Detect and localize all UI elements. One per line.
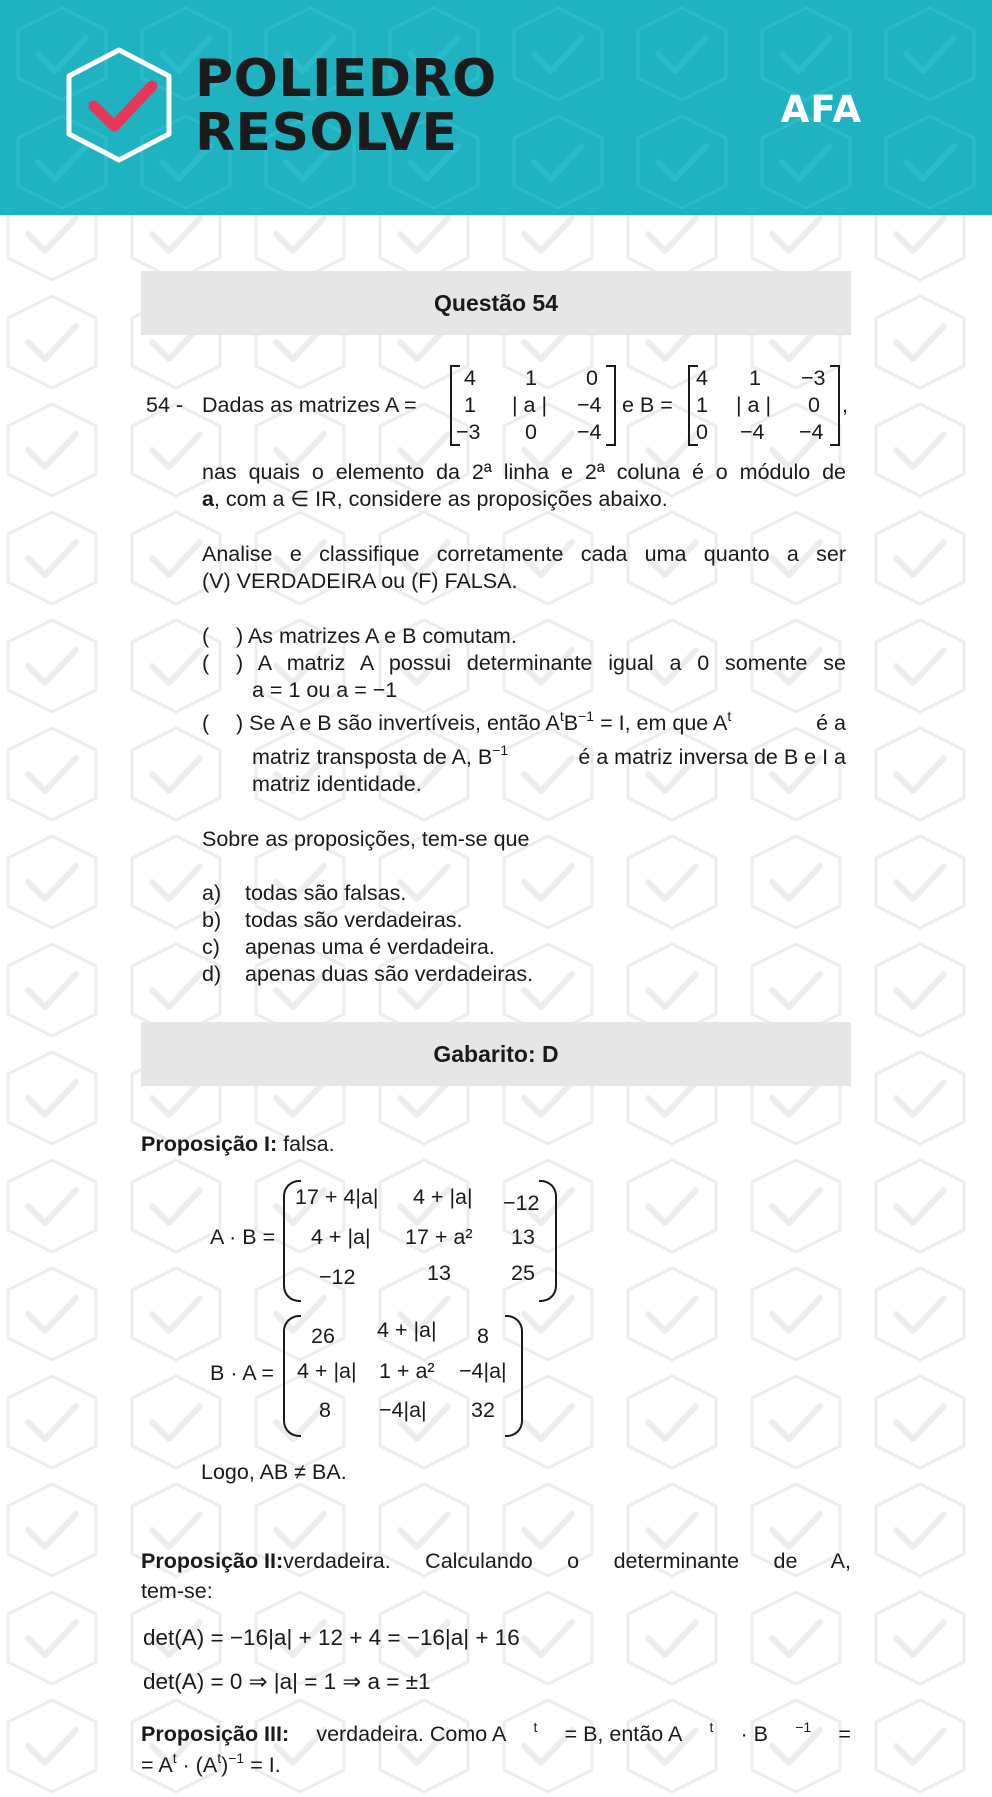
proposition-2-line-2: a = 1 ou a = −1	[252, 678, 398, 702]
matrix-ba-cell: 8	[319, 1398, 331, 1422]
matrix-b-cell: 0	[696, 420, 708, 444]
option-letter: a)	[202, 881, 222, 905]
proposition-3-line-2	[252, 744, 846, 771]
option-letter: b)	[202, 908, 222, 932]
analyze-line-1: Analise e classifique corretamente cada uma quanto a ser	[202, 542, 846, 566]
proposition-3-line-1	[236, 710, 846, 737]
matrix-b-cell: 4	[696, 366, 708, 390]
matrix-a-cell: −4	[577, 420, 602, 444]
matrix-b-cell: −4	[799, 420, 824, 444]
matrix-ba-cell: 1 + a²	[379, 1359, 435, 1383]
matrix-a-cell: | a |	[512, 393, 548, 417]
matrix-b-cell: 1	[749, 366, 761, 390]
option-text: todas são verdadeiras.	[245, 908, 463, 932]
answer-title: Gabarito: D	[141, 1022, 851, 1086]
matrix-ab-cell: 25	[511, 1261, 535, 1285]
matrix-a-cell: 1	[525, 366, 537, 390]
matrix-b-cell: 1	[696, 393, 708, 417]
about-propositions: Sobre as proposições, tem-se que	[202, 827, 530, 851]
option-letter: c)	[202, 935, 220, 959]
matrix-ba-cell: −4|a|	[459, 1359, 507, 1383]
matrix-b	[688, 365, 840, 446]
solution-proposition-3-line-2: = $A^t \cdot (A^t)^{-1} = I$.	[141, 1750, 281, 1777]
matrix-a-cell: 4	[464, 366, 476, 390]
matrix-b-cell: −4	[740, 420, 765, 444]
matrix-a-cell: 0	[525, 420, 537, 444]
proposition-3-paren: (	[202, 711, 210, 735]
solution-proposition-2-line-2: tem-se:	[141, 1579, 213, 1603]
analyze-line-2: (V) VERDADEIRA ou (F) FALSA.	[202, 569, 518, 593]
matrix-a	[450, 365, 616, 446]
matrix-b-cell: 0	[808, 393, 820, 417]
matrix-ab-cell: −12	[503, 1191, 540, 1215]
matrix-ab-cell: 17 + 4|a|	[295, 1185, 379, 1209]
matrix-ba-cell: −4|a|	[379, 1398, 427, 1422]
brand-line-1: POLIEDRO	[195, 49, 497, 109]
question-and-b: e B =	[622, 393, 673, 417]
matrix-ab-cell: 4 + |a|	[413, 1185, 473, 1209]
question-line-2-rest: , com a ∈ IR, considere as proposições abaixo.	[213, 487, 668, 511]
ba-label: B · A =	[210, 1361, 274, 1385]
exam-tag: AFA	[780, 88, 862, 131]
question-var-a: a	[202, 487, 214, 511]
solution-proposition-2: Proposição II: verdadeira. Calculando o determinante de A,	[141, 1549, 851, 1573]
proposition-1-paren: (	[202, 624, 210, 648]
matrix-a-cell: 1	[464, 393, 476, 417]
ab-label: A · B =	[210, 1225, 276, 1249]
solution-proposition-3: Proposição III: verdadeira. Como A $^t$ = B, então A $^t$ · B $^{-1}$ =	[141, 1719, 851, 1746]
matrix-b-cell: | a |	[736, 393, 772, 417]
question-line-2	[202, 486, 668, 513]
matrix-b-cell: −3	[801, 366, 826, 390]
brand-line-2: RESOLVE	[195, 103, 458, 163]
proposition-3-tail: é a	[816, 711, 846, 735]
question-line-1: nas quais o elemento da 2ª linha e 2ª coluna é o módulo de	[202, 460, 846, 484]
determinant-equation-2: det(A) = 0 ⇒ |a| = 1 ⇒ a = ±1	[143, 1669, 431, 1694]
matrix-ab-cell: 17 + a²	[405, 1225, 473, 1249]
matrix-ab-cell: 13	[427, 1261, 451, 1285]
proposition-2-line-1: ) A matriz A possui determinante igual a 0 somente se	[236, 651, 846, 675]
conclusion-ab-ba: Logo, AB ≠ BA.	[201, 1460, 347, 1484]
solution-proposition-1: Proposição I: falsa.	[141, 1132, 335, 1156]
option-letter: d)	[202, 962, 222, 986]
determinant-equation-1: det(A) = −16|a| + 12 + 4 = −16|a| + 16	[143, 1625, 520, 1650]
question-number: 54 -	[146, 393, 184, 417]
matrix-ab-cell: −12	[319, 1265, 356, 1289]
proposition-3-line-2-tail: é a matriz inversa de B e I a	[578, 745, 846, 769]
matrix-ab	[283, 1180, 557, 1302]
proposition-3-text: ) Se A e B são invertíveis, então $A^tB^{-1} = I$, em que $A^t$	[236, 708, 732, 735]
question-comma: ,	[842, 393, 848, 417]
question-intro: Dadas as matrizes A =	[202, 393, 417, 417]
matrix-a-cell: 0	[586, 366, 598, 390]
matrix-a-cell: −3	[456, 420, 481, 444]
matrix-ba-cell: 26	[311, 1324, 335, 1348]
proposition-1: ) As matrizes A e B comutam.	[236, 624, 517, 648]
option-text: apenas duas são verdadeiras.	[245, 962, 534, 986]
matrix-ba-cell: 32	[471, 1398, 495, 1422]
matrix-ba	[283, 1315, 523, 1437]
option-text: apenas uma é verdadeira.	[245, 935, 495, 959]
proposition-3-line-2-head: matriz transposta de A, $B^{-1}$	[252, 742, 509, 769]
matrix-ba-cell: 4 + |a|	[377, 1318, 437, 1342]
matrix-ab-cell: 13	[511, 1225, 535, 1249]
option-text: todas são falsas.	[245, 881, 407, 905]
matrix-ba-cell: 4 + |a|	[297, 1359, 357, 1383]
matrix-ba-cell: 8	[477, 1324, 489, 1348]
matrix-a-cell: −4	[577, 393, 602, 417]
matrix-ab-cell: 4 + |a|	[311, 1225, 371, 1249]
proposition-2-paren: (	[202, 651, 210, 675]
proposition-3-line-3: matriz identidade.	[252, 772, 422, 796]
question-title: Questão 54	[141, 271, 851, 335]
